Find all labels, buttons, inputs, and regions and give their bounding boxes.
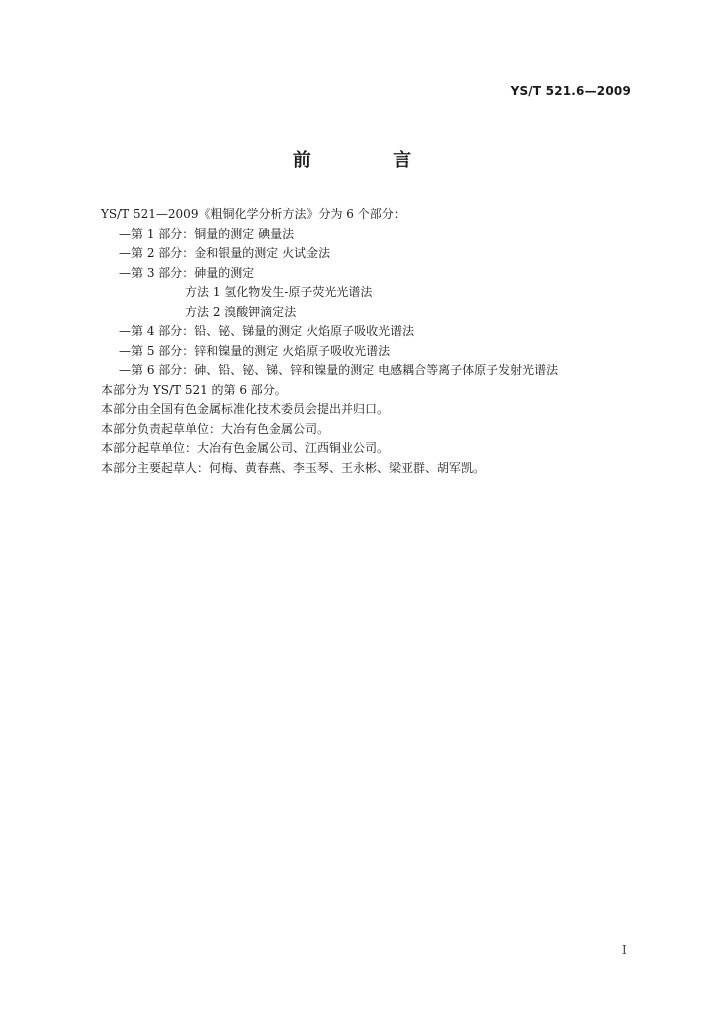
intro-line: YS/T 521—2009《粗铜化学分析方法》分为 6 个部分：	[101, 207, 406, 221]
statement-proposer: 本部分由全国有色金属标准化技术委员会提出并归口。	[101, 402, 390, 416]
standard-code: YS/T 521.6—2009	[510, 84, 631, 98]
document-body	[101, 205, 641, 478]
part-3-line: —第 3 部分：砷量的测定	[119, 265, 255, 280]
page-title: 前 言	[292, 150, 450, 171]
part-2-line: —第 2 部分：金和银量的测定 火试金法	[119, 246, 331, 260]
method-1-line: 方法 1 氢化物发生-原子荧光光谱法	[185, 285, 373, 299]
part-5-line: —第 5 部分：锌和镍量的测定 火焰原子吸收光谱法	[119, 343, 391, 358]
part-4-line: —第 4 部分：铅、铋、锑量的测定 火焰原子吸收光谱法	[119, 324, 415, 338]
statement-main-drafters: 本部分主要起草人：何梅、黄春燕、李玉琴、王永彬、梁亚群、胡军凯。	[101, 460, 486, 475]
statement-drafting-units: 本部分起草单位：大冶有色金属公司、江西铜业公司。	[101, 441, 390, 455]
statement-responsible-drafter: 本部分负责起草单位：大冶有色金属公司。	[101, 421, 330, 436]
statement-part-number: 本部分为 YS/T 521 的第 6 部分。	[101, 382, 287, 397]
part-1-line: —第 1 部分：铜量的测定 碘量法	[119, 226, 295, 241]
part-6-line: —第 6 部分：砷、铅、铋、锑、锌和镍量的测定 电感耦合等离子体原子发射光谱法	[119, 363, 559, 377]
page-number: I	[622, 943, 627, 957]
method-2-line: 方法 2 溴酸钾滴定法	[185, 304, 297, 319]
